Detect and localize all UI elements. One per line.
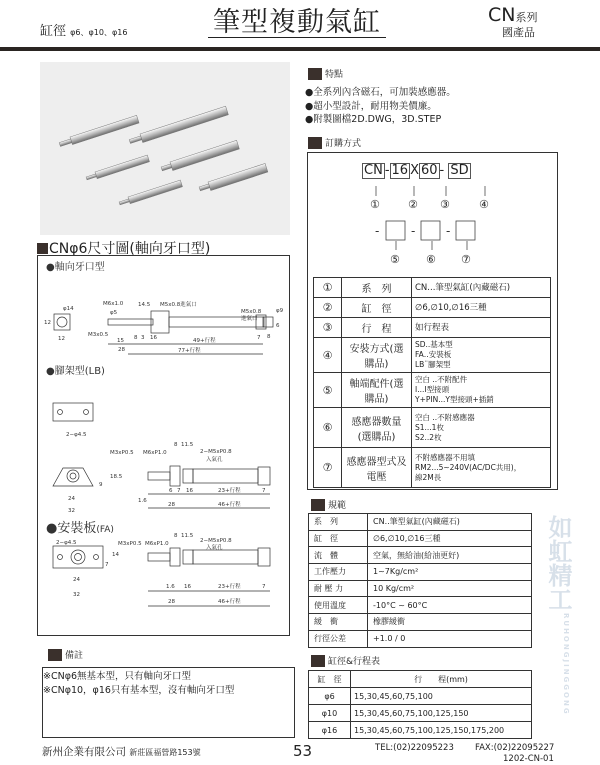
ordering-table <box>313 277 551 488</box>
dimension-label: φ9 <box>276 308 284 314</box>
remark-item: ※CNφ6無基本型，只有軸向牙口型 <box>43 671 192 682</box>
dimension-label: 入氣孔 <box>206 545 223 551</box>
features-heading: 特點 <box>308 67 343 80</box>
dimension-label: 入氣孔 <box>206 457 223 463</box>
dimension-label: M6xP1.0 <box>143 450 167 456</box>
marker: ② <box>408 198 418 211</box>
dimension-label: 32 <box>68 508 75 514</box>
dimension-label: 8 <box>267 334 271 340</box>
dimension-label: 23+行程 <box>218 584 241 590</box>
footer-tel: TEL:(02)22095223 <box>375 743 454 753</box>
dimension-label: M3xP0.5 <box>118 541 142 547</box>
page-title: 筆型複動氣缸 <box>208 0 386 38</box>
dimension-label: 2−M5xP0.8 <box>200 538 232 544</box>
table-row: ④ 安裝方式(選購品) SD..基本型 FA‥安裝板 LB¨腳架型 <box>314 338 551 373</box>
table-row: ② 缸 徑 ∅6,∅10,∅16三種 <box>314 298 551 318</box>
footer-fax: FAX:(02)22095227 <box>475 743 555 753</box>
watermark: 如虹精工 RUHONGJINGGONG <box>544 515 572 716</box>
remarks-heading: 備註 <box>48 648 83 661</box>
dimension-label: 6 <box>169 488 173 494</box>
dimension-label: 16 <box>150 335 157 341</box>
dimension-label: 1.6 <box>138 498 147 504</box>
dimension-label: 16 <box>184 584 191 590</box>
header-divider <box>0 47 600 51</box>
specs-heading: 規範 <box>311 498 346 511</box>
table-row: 缸 徑 行 程(mm) <box>309 671 532 688</box>
dimension-label: 11.5 <box>181 442 194 448</box>
dimension-label: 9 <box>99 482 103 488</box>
footer-company: 新州企業有限公司 新莊區福營路153號 <box>42 746 201 758</box>
doc-code: 1202-CN-01 <box>503 754 554 764</box>
stroke-heading: 缸徑&行程表 <box>311 654 380 667</box>
product-photo <box>40 62 290 235</box>
dimension-label: 1.6 <box>166 584 175 590</box>
table-row: 行徑公差 +1.0 / 0 <box>309 630 532 647</box>
dimension-label: 77+行程 <box>178 348 201 354</box>
dimension-label: 7 <box>177 488 181 494</box>
table-row: φ6 15,30,45,60,75,100 <box>309 688 532 705</box>
dimension-label: 2−φ4.5 <box>66 432 87 438</box>
marker: ⑤ <box>390 253 400 266</box>
dimension-label: 3 <box>141 335 145 341</box>
dimension-label: φ14 <box>63 306 74 312</box>
dimension-label: 23+行程 <box>218 488 241 494</box>
bore-heading: 缸徑 φ6、φ10、φ16 <box>40 24 128 39</box>
remarks-box <box>42 667 295 738</box>
marker: ⑦ <box>461 253 471 266</box>
dimension-label: 46+行程 <box>218 502 241 508</box>
dimension-label: M6x1.0 <box>103 301 124 307</box>
table-row: 缸 徑 ∅6,∅10,∅16三種 <box>309 530 532 547</box>
section-marker-icon <box>37 243 48 254</box>
dimension-label: 7 <box>257 335 261 341</box>
table-row: 緩 衝 橡膠緩衝 <box>309 614 532 631</box>
table-row: 流 體 空氣，無給油(給油更好) <box>309 547 532 564</box>
dimension-label: M5x0.8進氣口 <box>160 302 197 308</box>
dimension-label: 16 <box>186 488 193 494</box>
table-row: φ10 15,30,45,60,75,100,125,150 <box>309 705 532 722</box>
table-row: ③ 行 程 如行程表 <box>314 318 551 338</box>
axial-type-label: ●軸向牙口型 <box>46 262 105 273</box>
svg-text:-: - <box>411 224 416 238</box>
specs-table <box>308 513 532 648</box>
section-marker-icon <box>48 649 62 661</box>
dimension-label: 15 <box>117 338 124 344</box>
section-marker-icon <box>308 68 322 80</box>
dimension-label: M3x0.5 <box>88 332 109 338</box>
dimension-label: 2−φ4.5 <box>56 540 77 546</box>
marker: ④ <box>479 198 489 211</box>
dimension-label: 8 <box>174 442 178 448</box>
dimension-label: 46+行程 <box>218 599 241 605</box>
dimension-label: 28 <box>168 502 175 508</box>
drawing-section-title: CNφ6尺寸圖(軸向牙口型) <box>37 238 210 258</box>
series-badge: CN系列 國產品 <box>488 4 538 39</box>
dimension-label: 24 <box>73 577 80 583</box>
svg-text:-: - <box>375 224 380 238</box>
dimension-label: M6xP1.0 <box>145 541 169 547</box>
ordering-heading: 訂購方式 <box>308 136 361 149</box>
marker: ⑥ <box>426 253 436 266</box>
dimension-label: φ5 <box>110 310 118 316</box>
dimension-label: 7 <box>262 584 266 590</box>
table-row: 耐 壓 力 10 Kg/cm² <box>309 580 532 597</box>
dimension-label: 7 <box>105 562 109 568</box>
ordering-box <box>307 152 558 490</box>
dimension-label: 18.5 <box>110 474 123 480</box>
remark-item: ※CNφ10，φ16只有基本型，沒有軸向牙口型 <box>43 685 235 696</box>
dimension-label: 28 <box>168 599 175 605</box>
table-row: ⑤ 軸端配件(選購品) 空白 ..不附配件 I...I型接頭 Y+PIN...Y型接頭+插銷 <box>314 373 551 408</box>
dimension-label: 12 <box>58 336 65 342</box>
stroke-table <box>308 670 532 739</box>
dimension-label: 2−M5xP0.8 <box>200 449 232 455</box>
features-list <box>305 86 456 127</box>
dimension-label: 7 <box>262 488 266 494</box>
dimension-label: 24 <box>68 496 75 502</box>
dimension-label: 14.5 <box>138 302 151 308</box>
page-number: 53 <box>293 742 313 760</box>
dimension-label: M3xP0.5 <box>110 450 134 456</box>
table-row: ① 系 列 CN...筆型氣缸(內藏磁石) <box>314 278 551 298</box>
dimension-label: 6 <box>276 323 280 329</box>
table-row: ⑦ 感應器型式及電壓 不附感應器不用填 RM2...5~240V(AC/DC共用)， 線2M長 <box>314 448 551 488</box>
dimension-label: 8 <box>174 533 178 539</box>
table-row: 使用溫度 -10°C ~ 60°C <box>309 597 532 614</box>
dimension-label: 進氣口 <box>241 316 258 322</box>
dimension-label: M5x0.8 <box>241 309 262 315</box>
marker: ① <box>370 198 380 211</box>
table-row: φ16 15,30,45,60,75,100,125,150,175,200 <box>309 722 532 739</box>
flange-type-label: ●安裝板(FA) <box>46 521 114 536</box>
foot-type-label: ●腳架型(LB) <box>46 366 105 377</box>
dimension-label: 28 <box>118 347 125 353</box>
feature-item: ●全系列內含磁石，可加裝感應器。 <box>305 87 456 98</box>
dimension-drawings <box>37 255 290 636</box>
section-marker-icon <box>311 499 325 511</box>
dimension-label: 11.5 <box>181 533 194 539</box>
dimension-label: 49+行程 <box>193 338 216 344</box>
section-marker-icon <box>311 655 325 667</box>
table-row: 系 列 CN..筆型氣缸(內藏磁石) <box>309 514 532 531</box>
order-code: CN - 16 X 60 - SD <box>364 163 469 178</box>
marker: ③ <box>440 198 450 211</box>
dimension-label: 32 <box>73 592 80 598</box>
svg-text:-: - <box>446 224 451 238</box>
dimension-label: 8 <box>134 335 138 341</box>
table-row: ⑥ 感應器數量(選購品) 空白 ..不附感應器 S1...1枚 S2..2枚 <box>314 408 551 448</box>
section-marker-icon <box>308 137 322 149</box>
dimension-label: 12 <box>44 320 51 326</box>
table-row: 工作壓力 1~7Kg/cm² <box>309 564 532 581</box>
dimension-label: 14 <box>112 552 119 558</box>
feature-item: ●超小型設計，耐用物美價廉。 <box>305 100 437 112</box>
feature-item: ●附製圖檔2D.DWG，3D.STEP <box>305 114 442 125</box>
